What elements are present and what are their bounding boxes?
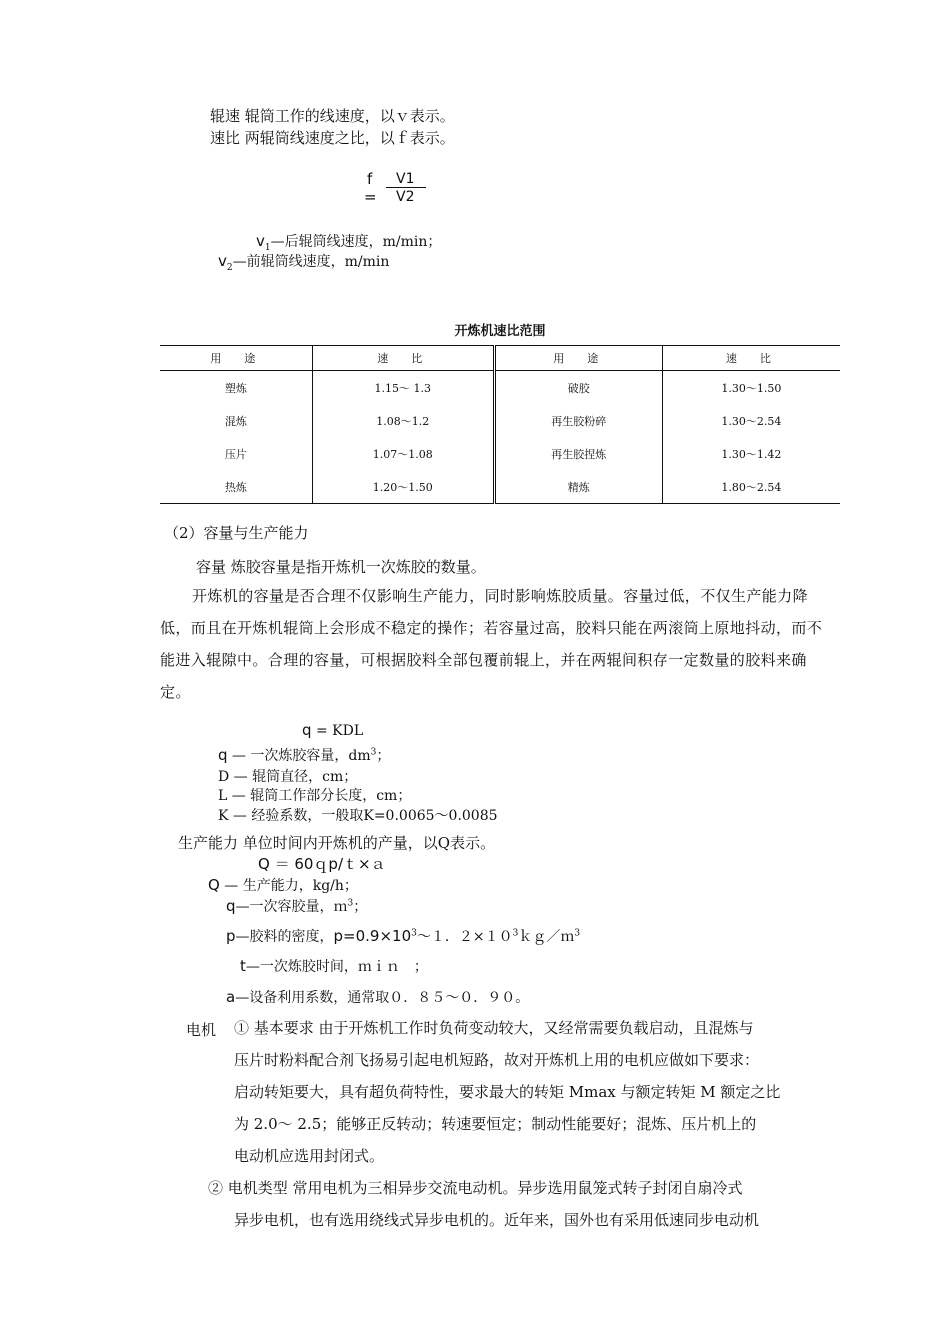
motor-requirements	[234, 1012, 780, 1172]
q-capacity-variable-line: q—一次容胶量，ｍ$^3$；	[226, 897, 368, 915]
fraction-bar	[386, 187, 426, 188]
motor-req-line: 启动转矩要大，具有超负荷特性，要求最大的转矩 Mmax 与额定转矩 M 额定之比	[234, 1083, 781, 1101]
header-use-2: 用 途	[494, 346, 662, 371]
cell-ratio: 1.07～1.08	[312, 437, 494, 470]
speed-ratio-table	[160, 345, 840, 504]
motor-type-line: ② 电机类型 常用电机为三相异步交流电动机。异步选用鼠笼式转子封闭自扇冷式	[208, 1179, 743, 1197]
header-ratio-1: 速 比	[312, 346, 494, 371]
l-variable-line: L — 辊筒工作部分长度，cm；	[218, 788, 412, 804]
formula-numerator: V1	[396, 171, 415, 187]
a-utilization-variable-line: a—设备利用系数，通常取０．８５～０．９０。	[226, 988, 530, 1006]
p-density-variable-line: p—胶料的密度，$p=0.9\times 10^3\sim 1$．$2\times 10^3kg/m^3$	[226, 927, 581, 945]
table-header-row	[160, 346, 840, 371]
motor-label: 电机	[186, 1021, 217, 1039]
cell-use: 再生胶捏炼	[494, 437, 662, 470]
cell-ratio: 1.08～1.2	[312, 404, 494, 437]
formula-f-symbol: f	[367, 170, 373, 188]
k-variable-line: K — 经验系数，一般取K=0.0065～0.0085	[218, 808, 498, 824]
d-variable-line: D — 辊筒直径，cm；	[218, 769, 358, 785]
header-use-1: 用 途	[160, 346, 312, 371]
cell-use: 破胶	[494, 371, 662, 405]
table-row	[160, 371, 840, 405]
cell-use: 压片	[160, 437, 312, 470]
v2-definition: $v_2—$前辊筒线速度，m/min	[218, 252, 390, 273]
capacity-definition: 容量 炼胶容量是指开炼机一次炼胶的数量。	[196, 558, 486, 576]
section-heading: （2）容量与生产能力	[164, 524, 309, 542]
motor-type-line: 异步电机，也有选用绕线式异步电机的。近年来，国外也有采用低速同步电动机	[234, 1211, 760, 1229]
t-time-variable-line: t—一次炼胶时间，ｍｉｎ ；	[240, 957, 428, 975]
capacity-formula: q = KDL	[302, 721, 364, 739]
motor-req-line: 压片时粉料配合剂飞扬易引起电机短路，故对开炼机上用的电机应做如下要求：	[234, 1051, 760, 1069]
table-row	[160, 470, 840, 504]
capacity-paragraph: 开炼机的容量是否合理不仅影响生产能力，同时影响炼胶质量。容量过低，不仅生产能力降低，而且在开炼机辊筒上会形成不稳定的操作；若容量过高，胶料只能在两滚筒上原地抖动，而不能进入辊隙中。合理的容量，可根据胶料全部包覆前辊上，并在两辊间积存一定数量的胶料来确定。	[160, 587, 823, 701]
cell-ratio: 1.30～2.54	[721, 414, 782, 428]
cell-use: 精炼	[494, 470, 662, 504]
motor-req-line: 电动机应选用封闭式。	[234, 1147, 385, 1165]
header-ratio-2: 速 比	[662, 346, 840, 371]
formula-f-equals: =	[364, 188, 377, 206]
cell-ratio: 1.30～1.50	[721, 381, 782, 395]
cell-ratio: 1.80～2.54	[662, 470, 840, 504]
production-definition: 生产能力 单位时间内开炼机的产量，以Q表示。	[178, 834, 496, 852]
cell-use: 塑炼	[160, 371, 312, 405]
motor-req-line: ① 基本要求 由于开炼机工作时负荷变动较大，又经常需要负载启动，且混炼与	[234, 1019, 754, 1037]
speed-ratio-definition: 速比 两辊筒线速度之比，以ｆ表示。	[210, 129, 455, 147]
cell-ratio: 1.15～ 1.3	[312, 371, 494, 405]
motor-type	[208, 1172, 759, 1236]
cell-use: 再生胶粉碎	[494, 404, 662, 437]
production-formula: Q ＝ 60ｑp/ｔ×ａ	[258, 855, 386, 873]
table-row	[160, 437, 840, 470]
q-variable-line: q — 一次炼胶容量，$dm^3$；	[218, 746, 391, 764]
formula-denominator: V2	[396, 189, 415, 205]
cell-use: 混炼	[160, 404, 312, 437]
table-row	[160, 404, 840, 437]
cell-ratio: 1.30～1.42	[721, 447, 782, 461]
roll-speed-definition: 辊速 辊筒工作的线速度，以ｖ表示。	[210, 107, 455, 125]
Q-variable-line: Q — 生产能力，kg/h；	[208, 876, 358, 894]
v1-definition: $v_1—$后辊筒线速度，m/min；	[256, 232, 442, 253]
table-caption: 开炼机速比范围	[454, 324, 546, 339]
cell-ratio: 1.20～1.50	[312, 470, 494, 504]
cell-use: 热炼	[160, 470, 312, 504]
motor-req-line: 为 2.0～ 2.5；能够正反转动；转速要恒定；制动性能要好；混炼、压片机上的	[234, 1115, 757, 1133]
